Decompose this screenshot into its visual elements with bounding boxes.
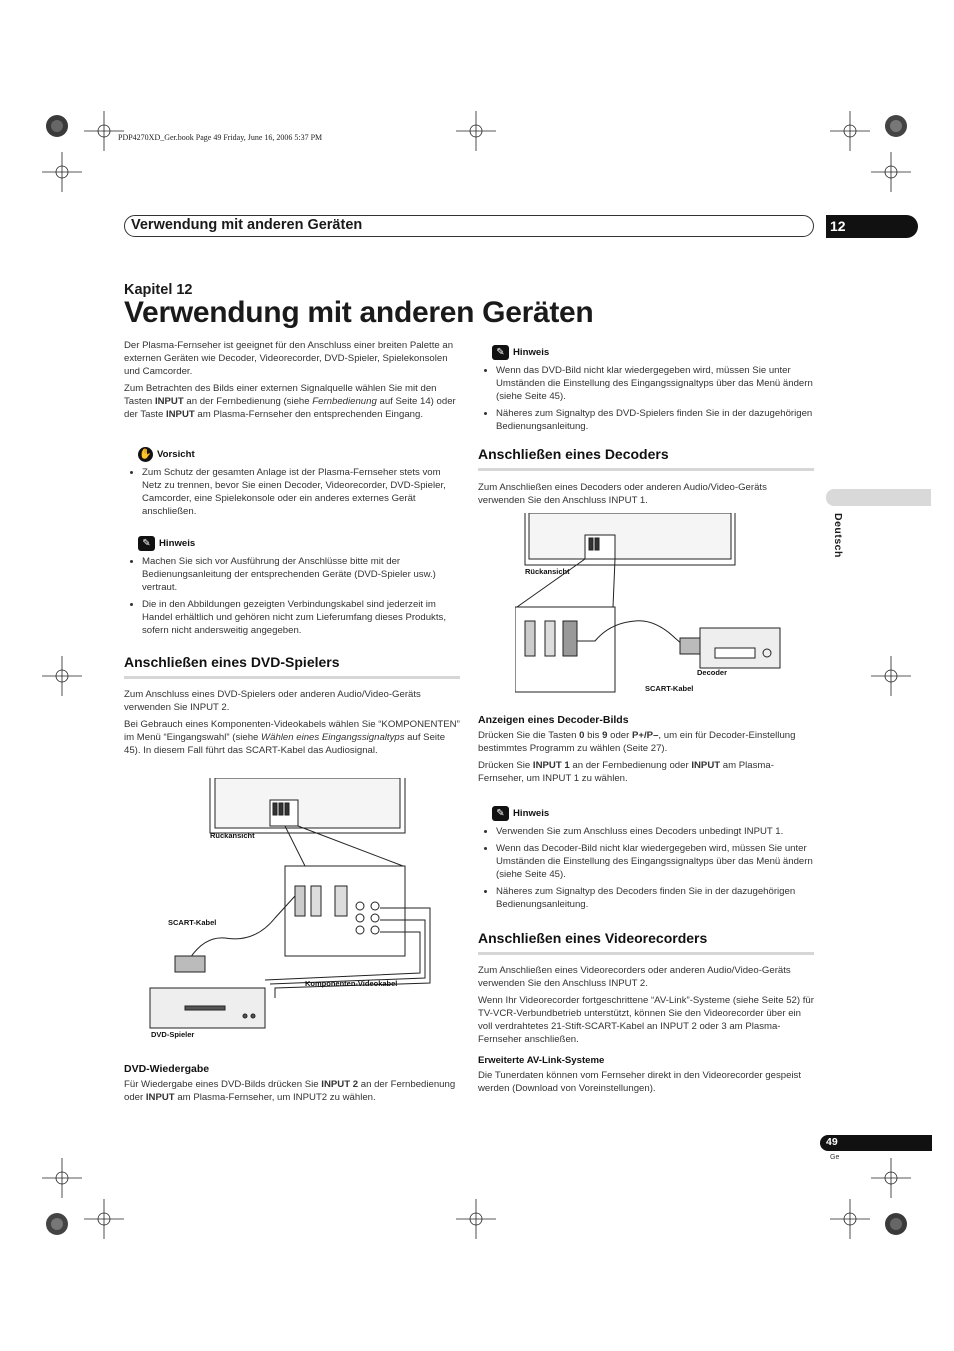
section-title: Anschließen eines DVD-Spielers bbox=[124, 654, 460, 679]
decoder-section-heading bbox=[478, 446, 814, 471]
header-title: Verwendung mit anderen Geräten bbox=[131, 217, 363, 233]
crosshair-icon bbox=[830, 111, 870, 151]
note-item: • Näheres zum Signaltyp des Decoders finden Sie in der dazugehörigen Bedienungsanleitung. bbox=[496, 885, 814, 911]
vcr-section-heading bbox=[478, 930, 814, 955]
color-target-icon bbox=[885, 115, 907, 137]
crosshair-icon bbox=[42, 656, 82, 696]
caution-box bbox=[124, 447, 460, 522]
scart-cable-label: SCART-Kabel bbox=[168, 918, 217, 927]
page-number: 49 bbox=[826, 1136, 838, 1148]
note-title: Hinweis bbox=[159, 538, 196, 549]
crosshair-icon bbox=[871, 152, 911, 192]
crosshair-icon bbox=[456, 1199, 496, 1239]
note-box bbox=[478, 806, 814, 915]
note-title: Hinweis bbox=[513, 347, 550, 358]
component-cable-label: Komponenten-Videokabel bbox=[305, 979, 398, 988]
decoder-section-text: Zum Anschließen eines Decoders oder anderen Audio/Video-Geräts verwenden Sie den Anschluss INPUT 1. bbox=[478, 482, 767, 506]
caution-title: Vorsicht bbox=[157, 449, 195, 460]
intro-paragraph: Der Plasma-Fernseher ist geeignet für den Anschluss einer breiten Palette an externen Geräten wie Decoder, Videorecorder, DVD-Spieler, Spielekonsolen und Camcorder. bbox=[124, 340, 454, 377]
chapter-tab bbox=[826, 215, 918, 238]
note-item: • Machen Sie sich vor Ausführung der Anschlüsse bitte mit der Bedienungsanleitung der entsprechenden Geräte (DVD-Spieler usw.) vertraut. bbox=[142, 555, 460, 594]
crosshair-icon bbox=[84, 111, 124, 151]
dvd-section-heading bbox=[124, 654, 460, 679]
pencil-note-icon: ✎ bbox=[138, 536, 155, 551]
page-language-code: Ge bbox=[830, 1154, 840, 1161]
caution-item: • Zum Schutz der gesamten Anlage ist der Plasma-Fernseher stets vom Netz zu trennen, bevor Sie einen Decoder, Videorecorder, DVD-Spieler, Camcorder, eine Spielekonsole oder ein anderes externes Gerät anschließen. bbox=[142, 466, 460, 518]
rear-view-label: Rückansicht bbox=[210, 831, 255, 840]
pencil-note-icon: ✎ bbox=[492, 806, 509, 821]
page-title: Verwendung mit anderen Geräten bbox=[124, 296, 594, 329]
note-item: • Verwenden Sie zum Anschluss eines Decoders unbedingt INPUT 1. bbox=[496, 825, 814, 838]
subsection-title: Anzeigen eines Decoder-Bilds bbox=[478, 714, 629, 726]
decoder-display: Anzeigen eines Decoder-Bilds Drücken Sie die Tasten 0 bis 9 oder P+/P–, um ein für Decoder-Einstellung bestimmtes Programm zu wählen (Seite 27). Drücken Sie INPUT 1 an der Fernbedienung oder INPUT am Plasma-Fernseher, um INPUT 1 zu wählen. bbox=[478, 714, 814, 789]
note-item: • Die in den Abbildungen gezeigten Verbindungskabel sind jederzeit im Handel erhältlich und gehören nicht zum Lieferumfang dieses Produkts, sofern nicht andersweitig angegeben. bbox=[142, 598, 460, 637]
crosshair-icon bbox=[456, 111, 496, 151]
vcr-section-text: Zum Anschließen eines Videorecorders oder anderen Audio/Video-Geräts verwenden Sie den Anschluss INPUT 2. Wenn Ihr Videorecorder fortgeschrittene “AV-Link”-Systeme (siehe Seite 52) für TV-VCR-Verbundbetrieb unterstützt, können Sie den Videorecorder über ein voll verdrahtetes 21-Stift-SCART-Kabel an INPUT 2 oder 3 am Plasma-Fernseher anschließen. Erweiterte AV-Link-Systeme Die Tunerdaten können vom Fernseher direkt in den Videorecorder gespeist werden (Download von Voreinstellungen). bbox=[478, 965, 814, 1094]
note-list bbox=[124, 555, 460, 637]
color-target-icon bbox=[46, 1213, 68, 1235]
language-label: Deutsch bbox=[832, 513, 844, 558]
caution-list bbox=[124, 466, 460, 518]
crosshair-icon bbox=[84, 1199, 124, 1239]
note-item: • Wenn das DVD-Bild nicht klar wiedergegeben wird, müssen Sie unter Umständen die Einstellung des Eingangssignaltyps über das Menü ändern (siehe Seite 45). bbox=[496, 364, 814, 403]
crosshair-icon bbox=[871, 1158, 911, 1198]
note-box bbox=[124, 536, 460, 641]
note-list bbox=[478, 825, 814, 911]
crosshair-icon bbox=[871, 656, 911, 696]
crosshair-icon bbox=[42, 152, 82, 192]
section-title: Anschließen eines Videorecorders bbox=[478, 930, 814, 955]
decoder-label: Decoder bbox=[697, 668, 728, 677]
subsection-title: Erweiterte AV-Link-Systeme bbox=[478, 1055, 605, 1066]
subsection-title: DVD-Wiedergabe bbox=[124, 1063, 210, 1075]
color-target-icon bbox=[46, 115, 68, 137]
note-box bbox=[478, 345, 814, 437]
crosshair-icon bbox=[42, 1158, 82, 1198]
dvd-player-label: DVD-Spieler bbox=[151, 1030, 195, 1039]
intro-paragraph: Zum Betrachten des Bilds einer externen Signalquelle wählen Sie mit den Tasten INPUT an der Fernbedienung (siehe Fernbedienung auf Seite 14) oder der Taste INPUT am Plasma-Fernseher den entsprechenden Eingang. bbox=[124, 383, 456, 420]
dvd-connection-diagram bbox=[145, 778, 445, 1048]
scart-cable-label: SCART-Kabel bbox=[645, 684, 694, 693]
intro-text bbox=[124, 339, 460, 425]
note-item: • Näheres zum Signaltyp des DVD-Spielers finden Sie in der dazugehörigen Bedienungsanleitung. bbox=[496, 407, 814, 433]
dvd-section-text: Zum Anschluss eines DVD-Spielers oder anderen Audio/Video-Geräts verwenden Sie INPUT 2. Bei Gebrauch eines Komponenten-Videokabels wählen Sie “KOMPONENTEN” im Menü “Eingangswahl” (siehe Wählen eines Eingangssignaltyps auf Seite 45). In diesem Fall führt das SCART-Kabel das Audiosignal. bbox=[124, 689, 460, 756]
chapter-number: 12 bbox=[830, 218, 846, 234]
print-info: PDP4270XD_Ger.book Page 49 Friday, June 16, 2006 5:37 PM bbox=[118, 133, 323, 142]
rear-view-label: Rückansicht bbox=[525, 567, 570, 576]
decoder-connection-diagram bbox=[515, 513, 790, 698]
note-item: • Wenn das Decoder-Bild nicht klar wiedergegeben wird, müssen Sie unter Umständen die Einstellung des Eingangssignaltyps über das Menü ändern (siehe Seite 45). bbox=[496, 842, 814, 881]
crosshair-icon bbox=[830, 1199, 870, 1239]
pencil-note-icon: ✎ bbox=[492, 345, 509, 360]
section-title: Anschließen eines Decoders bbox=[478, 446, 814, 471]
hand-caution-icon: ✋ bbox=[139, 449, 152, 460]
language-tab bbox=[826, 489, 931, 506]
note-title: Hinweis bbox=[513, 808, 550, 819]
note-list bbox=[478, 364, 814, 433]
chapter-label: Kapitel 12 bbox=[124, 282, 193, 298]
dvd-playback: DVD-Wiedergabe Für Wiedergabe eines DVD-Bilds drücken Sie INPUT 2 an der Fernbedienung oder INPUT am Plasma-Fernseher, um INPUT2 zu wählen. bbox=[124, 1063, 460, 1108]
color-target-icon bbox=[885, 1213, 907, 1235]
